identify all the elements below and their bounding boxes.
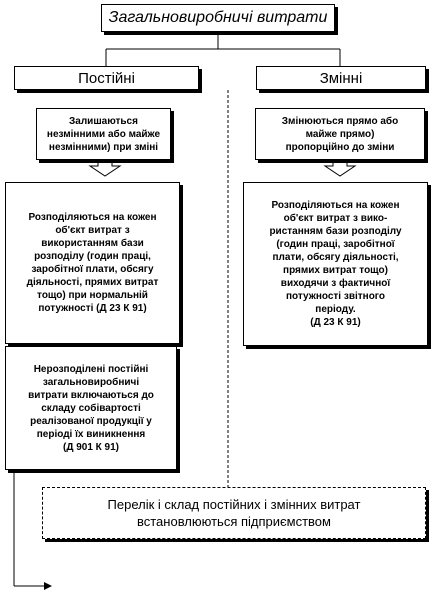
variable-note-line: пропорційно до зміни bbox=[285, 141, 395, 153]
fixed-costs-header: Постійні bbox=[78, 69, 135, 87]
variable-distribution-box bbox=[243, 182, 428, 346]
diagram-title-box bbox=[101, 4, 335, 32]
footer-note-box bbox=[42, 487, 426, 539]
footer-line: встановлюються підприємством bbox=[136, 514, 331, 529]
variable-note-line: майже прямо) bbox=[305, 128, 375, 140]
arrow-head-bottom bbox=[44, 582, 52, 590]
fixed-note-line: незмінними або майже bbox=[46, 128, 161, 140]
fixed-distribution-line: об'єкт витрат з bbox=[55, 225, 130, 236]
fixed-costs-header-box bbox=[14, 66, 199, 90]
fixed-distribution-line: використанням бази bbox=[41, 238, 144, 249]
fixed-distribution-line: тощо) при нормальній bbox=[37, 290, 148, 301]
undistributed-line: періоді їх виникнення bbox=[36, 428, 146, 440]
fixed-distribution-box bbox=[5, 182, 180, 344]
variable-distribution-line: виходячи з фактичної bbox=[280, 278, 391, 289]
undistributed-line: загальновиробничі bbox=[42, 376, 140, 388]
undistributed-line: (Д 901 К 91) bbox=[62, 441, 120, 453]
variable-distribution-line: періоду. bbox=[315, 304, 356, 315]
variable-distribution-line: об'єкт витрат з вико- bbox=[283, 213, 388, 224]
variable-distribution-line: плати, обсягу діяльності, bbox=[272, 252, 399, 263]
fixed-undistributed-box bbox=[5, 346, 177, 470]
fixed-distribution-line: потужності (Д 23 К 91) bbox=[38, 303, 147, 314]
diagram-title: Загальновиробничі витрати bbox=[108, 9, 328, 26]
fixed-note-line: незмінними) при зміні bbox=[48, 141, 159, 153]
variable-costs-header: Змінні bbox=[319, 69, 363, 87]
fixed-distribution-line: діяльності, прямих витрат bbox=[26, 277, 159, 288]
undistributed-line: складу собівартості bbox=[41, 402, 141, 414]
block-arrow-variable-1 bbox=[325, 160, 355, 176]
variable-distribution-line: (Д 23 К 91) bbox=[310, 317, 361, 328]
variable-distribution-line: прямих витрат тощо) bbox=[283, 265, 388, 276]
fixed-note-line: Залишаються bbox=[69, 115, 138, 127]
variable-distribution-line: Розподіляються на кожен bbox=[271, 200, 400, 211]
variable-costs-header-box bbox=[256, 66, 426, 90]
undistributed-line: Нерозподілені постійні bbox=[33, 363, 149, 375]
block-arrow-fixed-1 bbox=[90, 160, 120, 176]
variable-distribution-line: ристанням бази розподілу bbox=[269, 226, 402, 237]
undistributed-line: витрати включаються до bbox=[28, 389, 154, 401]
fixed-distribution-line: заробітної плати, обсягу bbox=[31, 264, 154, 275]
fixed-distribution-line: розподілу (годин праці, bbox=[34, 251, 151, 262]
undistributed-line: реалізованої продукції у bbox=[30, 415, 152, 427]
variable-distribution-line: потужності звітного bbox=[286, 291, 385, 302]
variable-costs-note-box bbox=[255, 108, 425, 160]
footer-line: Перелік і склад постійних і змінних витрат bbox=[107, 497, 361, 512]
fixed-costs-note-box bbox=[36, 108, 171, 160]
variable-distribution-line: (годин праці, заробітної bbox=[276, 239, 395, 250]
variable-note-line: Змінюються прямо або bbox=[281, 115, 399, 127]
fixed-distribution-line: Розподіляються на кожен bbox=[28, 212, 157, 223]
